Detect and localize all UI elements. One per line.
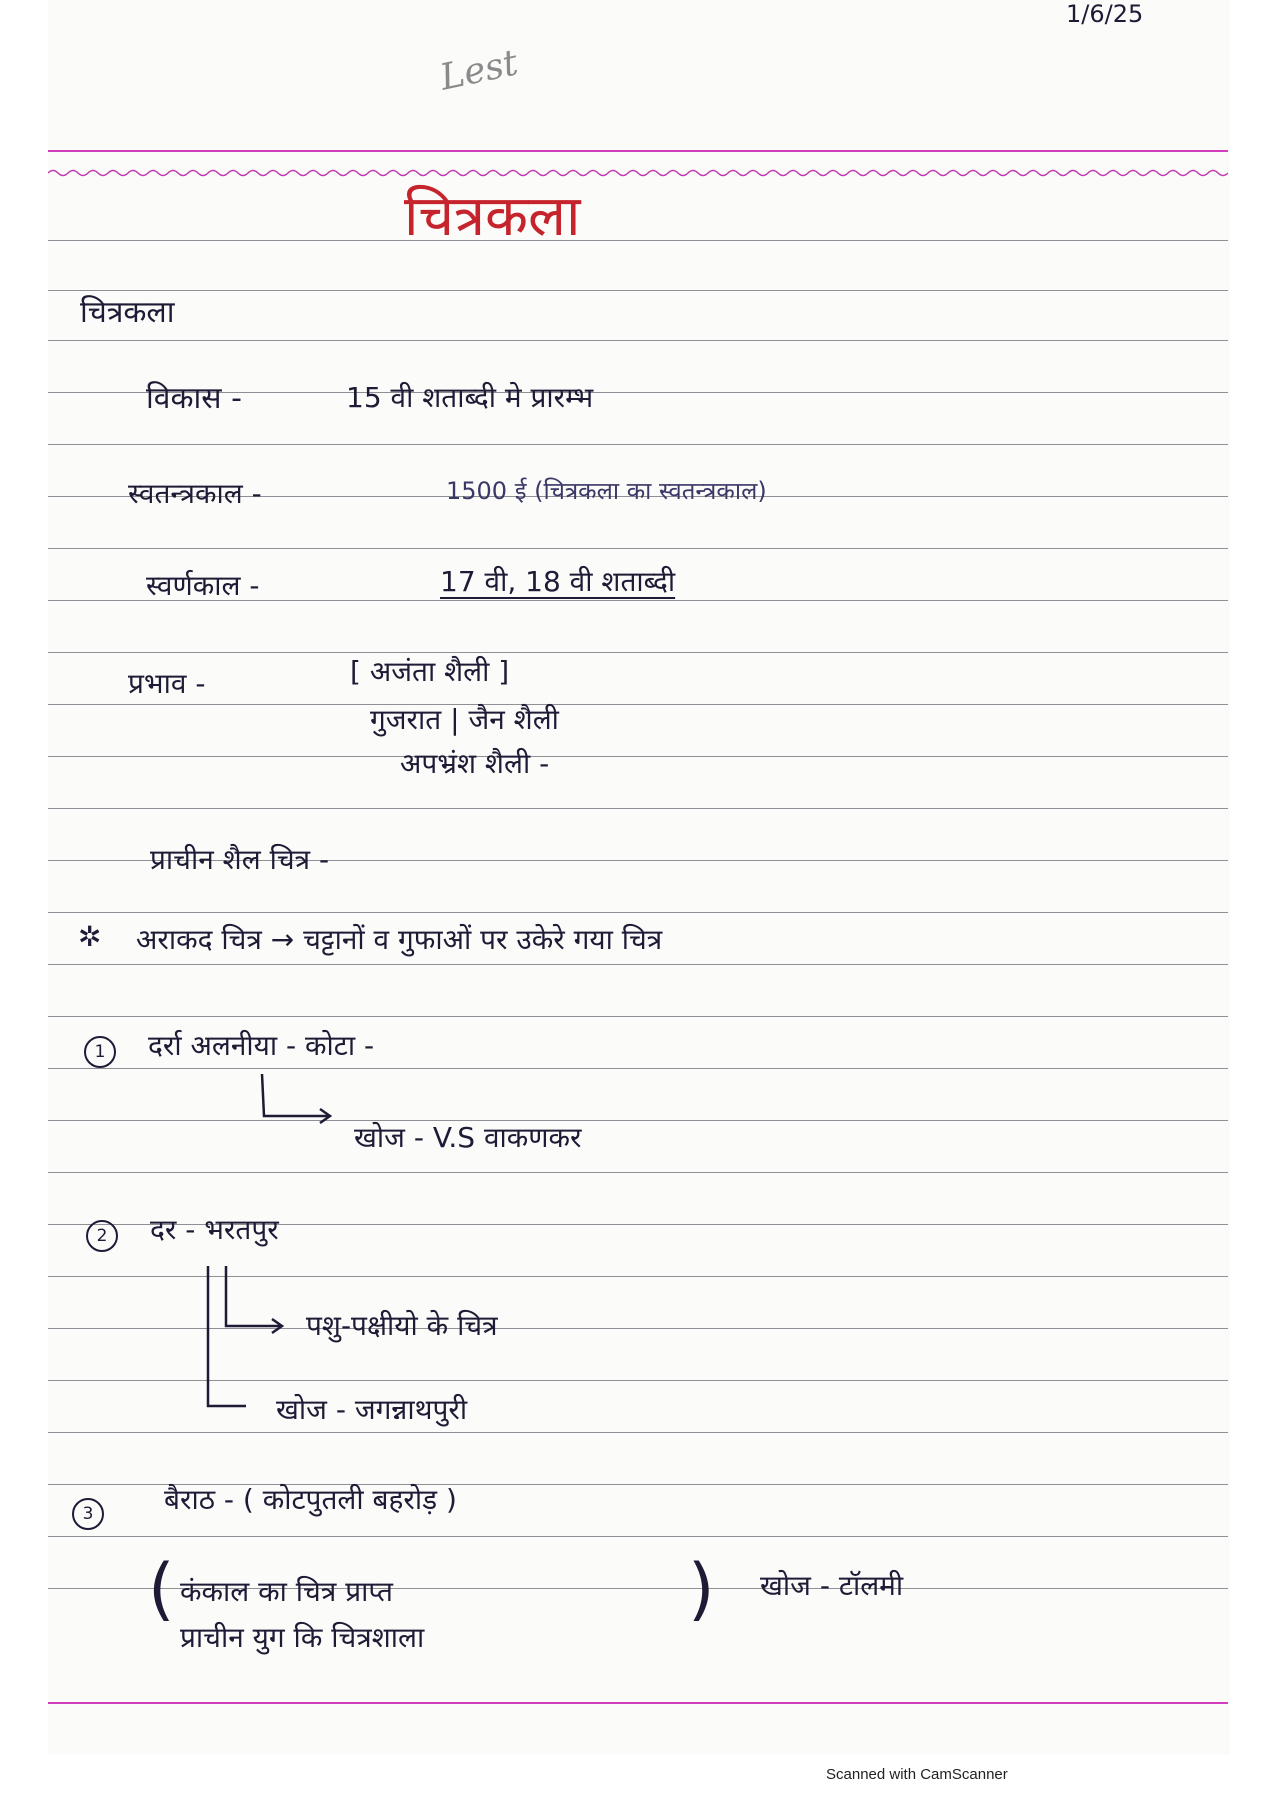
branch-arrow-icon	[200, 1262, 290, 1410]
ruled-line	[48, 290, 1228, 291]
ruled-line	[48, 912, 1228, 913]
site-number: 2	[86, 1220, 118, 1252]
vikas-label: विकास -	[146, 381, 242, 416]
ruled-line	[48, 340, 1228, 341]
swatantra-value: 1500 ई (चित्रकला का स्वतन्त्रकाल)	[446, 477, 767, 505]
footer-line	[48, 1702, 1228, 1704]
site2-detail: पशु-पक्षीयो के चित्र	[306, 1309, 498, 1342]
site3-line2: प्राचीन युग कि चित्रशाला	[180, 1621, 425, 1654]
prabhav-item: गुजरात | जैन शैली	[370, 703, 559, 736]
site2-khoj: खोज - जगन्नाथपुरी	[276, 1393, 468, 1426]
vikas-value: 15 वी शताब्दी मे प्रारम्भ	[346, 381, 594, 414]
site2-title: दर - भरतपुर	[150, 1213, 279, 1246]
ruled-line	[48, 704, 1228, 705]
wavy-header-border	[48, 168, 1228, 178]
header-line	[48, 150, 1228, 152]
swarna-value: 17 वी, 18 वी शताब्दी	[440, 565, 676, 598]
scanner-watermark: Scanned with CamScanner	[826, 1766, 1008, 1783]
site1-title: दर्रा अलनीया - कोटा -	[148, 1029, 375, 1062]
swatantra-label: स्वतन्त्रकाल -	[128, 477, 262, 510]
ruled-line	[48, 964, 1228, 965]
araakad-line: अराकद चित्र → चट्टानों व गुफाओं पर उकेरे गया चित्र	[136, 923, 663, 956]
ruled-line	[48, 1432, 1228, 1433]
arrow-icon	[258, 1072, 338, 1126]
site3-line1: कंकाल का चित्र प्राप्त	[180, 1575, 393, 1608]
ruled-line	[48, 1172, 1228, 1173]
date: 1/6/25	[1066, 0, 1144, 28]
site-number: 3	[72, 1498, 104, 1530]
site3-title: बैराठ - ( कोटपुतली बहरोड़ )	[164, 1483, 457, 1516]
ruled-line	[48, 756, 1228, 757]
prabhav-item: [ अजंता शैली ]	[350, 655, 510, 688]
ruled-line	[48, 808, 1228, 809]
prabhav-item: अपभ्रंश शैली -	[400, 747, 550, 780]
ruled-line	[48, 1536, 1228, 1537]
swarna-label: स्वर्णकाल -	[146, 569, 260, 602]
ruled-line	[48, 1120, 1228, 1121]
site-number: 1	[84, 1036, 116, 1068]
ruled-line	[48, 652, 1228, 653]
ruled-line	[48, 1068, 1228, 1069]
prabhav-label: प्रभाव -	[128, 667, 206, 700]
ruled-line	[48, 1016, 1228, 1017]
site1-khoj: खोज - V.S वाकणकर	[354, 1121, 582, 1154]
right-paren-icon: )	[688, 1550, 715, 1629]
site3-khoj: खोज - टॉलमी	[760, 1569, 904, 1602]
page-margin	[0, 0, 48, 1800]
prachin-heading: प्राचीन शैल चित्र -	[150, 843, 330, 876]
left-paren-icon: (	[148, 1550, 175, 1629]
stamp: Lest	[436, 42, 522, 99]
bullet-icon: ✲	[78, 920, 102, 953]
ruled-line	[48, 444, 1228, 445]
ruled-line	[48, 240, 1228, 241]
page-title: चित्रकला	[404, 184, 581, 249]
section-heading: चित्रकला	[80, 295, 175, 330]
ruled-line	[48, 548, 1228, 549]
